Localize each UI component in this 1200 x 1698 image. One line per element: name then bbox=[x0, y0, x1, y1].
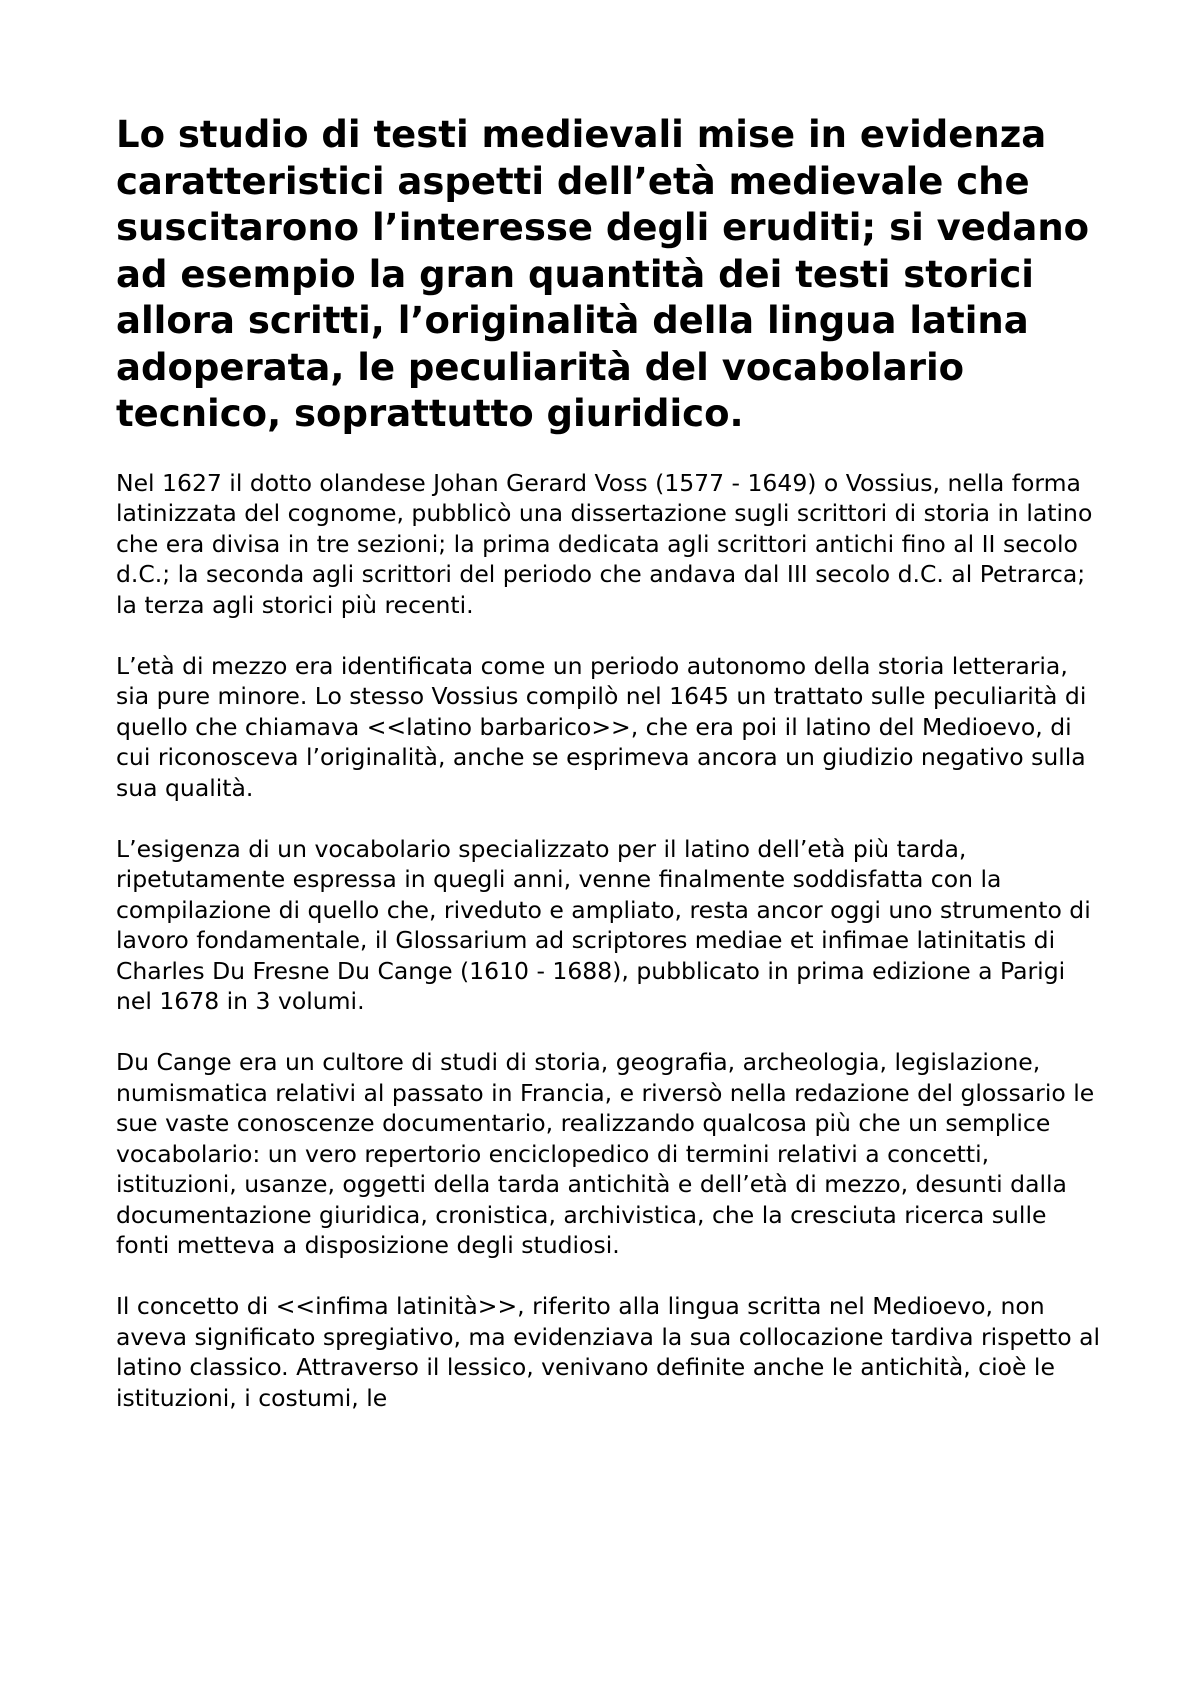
paragraph-glossarium: L’esigenza di un vocabolario specializzato per il latino dell’età più tarda, ripetutamente espressa in quegli anni, venne finalmente soddisfatta con la compilazione di quello che, riveduto e ampliato, resta ancor oggi uno strumento di lavoro fondamentale, il Glossarium ad scriptores mediae et infimae latinitatis di Charles Du Fresne Du Cange (1610 - 1688), pubblicato in prima edizione a Parigi nel 1678 in 3 volumi. bbox=[116, 834, 1091, 1015]
document-page bbox=[116, 112, 1106, 1413]
paragraph-du-cange: Du Cange era un cultore di studi di storia, geografia, archeologia, legislazione, numismatica relativi al passato in Francia, e riversò nella redazione del glossario le sue vaste conoscenze documentario, realizzando qualcosa più che un semplice vocabolario: un vero repertorio enciclopedico di termini relativi a concetti, istituzioni, usanze, oggetti della tarda antichità e dell’età di mezzo, desunti dalla documentazione giuridica, cronistica, archivistica, che la cresciuta ricerca sulle fonti metteva a disposizione degli studiosi. bbox=[116, 1048, 1095, 1259]
document-heading: Lo studio di testi medievali mise in evidenza caratteristici aspetti dell’età medievale che suscitarono l’interesse degli eruditi; si vedano ad esempio la gran quantità dei testi storici allora scritti, l’originalità della lingua latina adoperata, le peculiarità del vocabolario tecnico, soprattutto giuridico. bbox=[116, 113, 1090, 435]
paragraph-eta-di-mezzo: L’età di mezzo era identificata come un periodo autonomo della storia letteraria, sia pure minore. Lo stesso Vossius compilò nel 1645 un trattato sulle peculiarità di quello che chiamava <<latino barbarico>>, che era poi il latino del Medioevo, di cui riconosceva l’originalità, anche se esprimeva ancora un giudizio negativo sulla sua qualità. bbox=[116, 651, 1087, 802]
paragraph-vossius-dissertation: Nel 1627 il dotto olandese Johan Gerard Voss (1577 - 1649) o Vossius, nella forma latinizzata del cognome, pubblicò una dissertazione sugli scrittori di storia in latino che era divisa in tre sezioni; la prima dedicata agli scrittori antichi fino al II secolo d.C.; la seconda agli scrittori del periodo che andava dal III secolo d.C. al Petrarca; la terza agli storici più recenti. bbox=[116, 468, 1093, 619]
paragraph-infima-latinita: Il concetto di <<infima latinità>>, riferito alla lingua scritta nel Medioevo, non aveva significato spregiativo, ma evidenziava la sua collocazione tardiva rispetto al latino classico. Attraverso il lessico, venivano definite anche le antichità, cioè le istituzioni, i costumi, le bbox=[116, 1292, 1101, 1412]
